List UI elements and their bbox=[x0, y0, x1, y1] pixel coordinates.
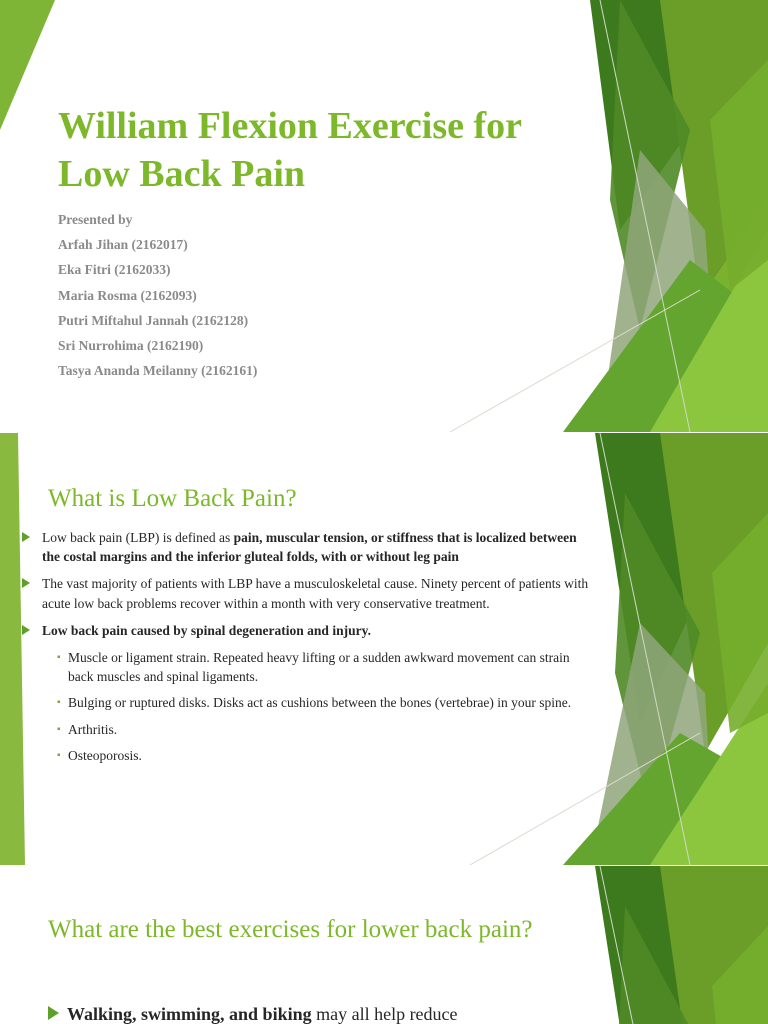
bullet-arrow-icon bbox=[22, 578, 30, 588]
bullet-bold-text: Walking, swimming, and biking bbox=[67, 1004, 312, 1024]
bullet-arrow-icon bbox=[22, 532, 30, 542]
slide-heading: What is Low Back Pain? bbox=[48, 485, 297, 512]
presenter-line: Sri Nurrohima (2162190) bbox=[58, 337, 204, 353]
content-slide-best-exercises bbox=[0, 866, 768, 1024]
sub-bullet-item bbox=[22, 746, 597, 765]
bullet-dot-icon: ▪ bbox=[57, 697, 61, 709]
sub-bullet-item bbox=[22, 720, 597, 739]
presenter-line: Putri Miftahul Jannah (2162128) bbox=[58, 312, 249, 328]
presenter-list bbox=[58, 211, 257, 387]
presenter-line: Maria Rosma (2162093) bbox=[58, 287, 197, 303]
content-slide-low-back-pain bbox=[0, 433, 768, 865]
presenter-line: Tasya Ananda Meilanny (2162161) bbox=[58, 363, 258, 379]
bullet-item bbox=[22, 574, 597, 612]
presenter-line: Presented by bbox=[58, 212, 133, 227]
sub-bullet-text: Muscle or ligament strain. Repeated heavy lifting or a sudden awkward movement can strain back muscles and spinal ligaments. bbox=[68, 650, 570, 685]
bullet-arrow-icon bbox=[22, 625, 30, 635]
bullet-dot-icon: ▪ bbox=[57, 652, 61, 664]
bullet-dot-icon: ▪ bbox=[57, 749, 61, 761]
title-slide bbox=[0, 0, 768, 432]
sub-bullet-item bbox=[22, 693, 597, 712]
bullet-text: The vast majority of patients with LBP have a musculoskeletal cause. Ninety percent of patients with acute low back problems recover within a month with very conservative treatment. bbox=[42, 576, 589, 611]
sub-bullet-text: Arthritis. bbox=[68, 721, 118, 737]
bullet-text: Low back pain (LBP) is defined as bbox=[42, 530, 234, 545]
presenter-line: Arfah Jihan (2162017) bbox=[58, 237, 188, 253]
sub-bullet-item bbox=[22, 648, 597, 686]
sub-bullet-text: Bulging or ruptured disks. Disks act as cushions between the bones (vertebrae) in your spine. bbox=[68, 695, 572, 711]
bullet-item bbox=[22, 528, 597, 566]
bullet-bold-text: pain, muscular tension, or stiffness that is localized between the costal margins and the inferior gluteal folds, with or without leg pain bbox=[42, 530, 577, 565]
bullet-item bbox=[22, 621, 597, 640]
sub-bullet-text: Osteoporosis. bbox=[68, 747, 142, 763]
bullet-item bbox=[48, 1002, 458, 1024]
slide-heading: What are the best exercises for lower back pain? bbox=[48, 916, 533, 943]
bullet-dot-icon: ▪ bbox=[57, 723, 61, 735]
bullet-text: may all help reduce bbox=[311, 1004, 458, 1024]
bullet-list bbox=[22, 528, 597, 772]
slide-title: William Flexion Exercise for Low Back Pain bbox=[58, 105, 522, 195]
bullet-arrow-icon bbox=[48, 1006, 59, 1020]
bullet-bold-text: Low back pain caused by spinal degeneration and injury. bbox=[42, 622, 371, 638]
presenter-line: Eka Fitri (2162033) bbox=[58, 262, 171, 278]
